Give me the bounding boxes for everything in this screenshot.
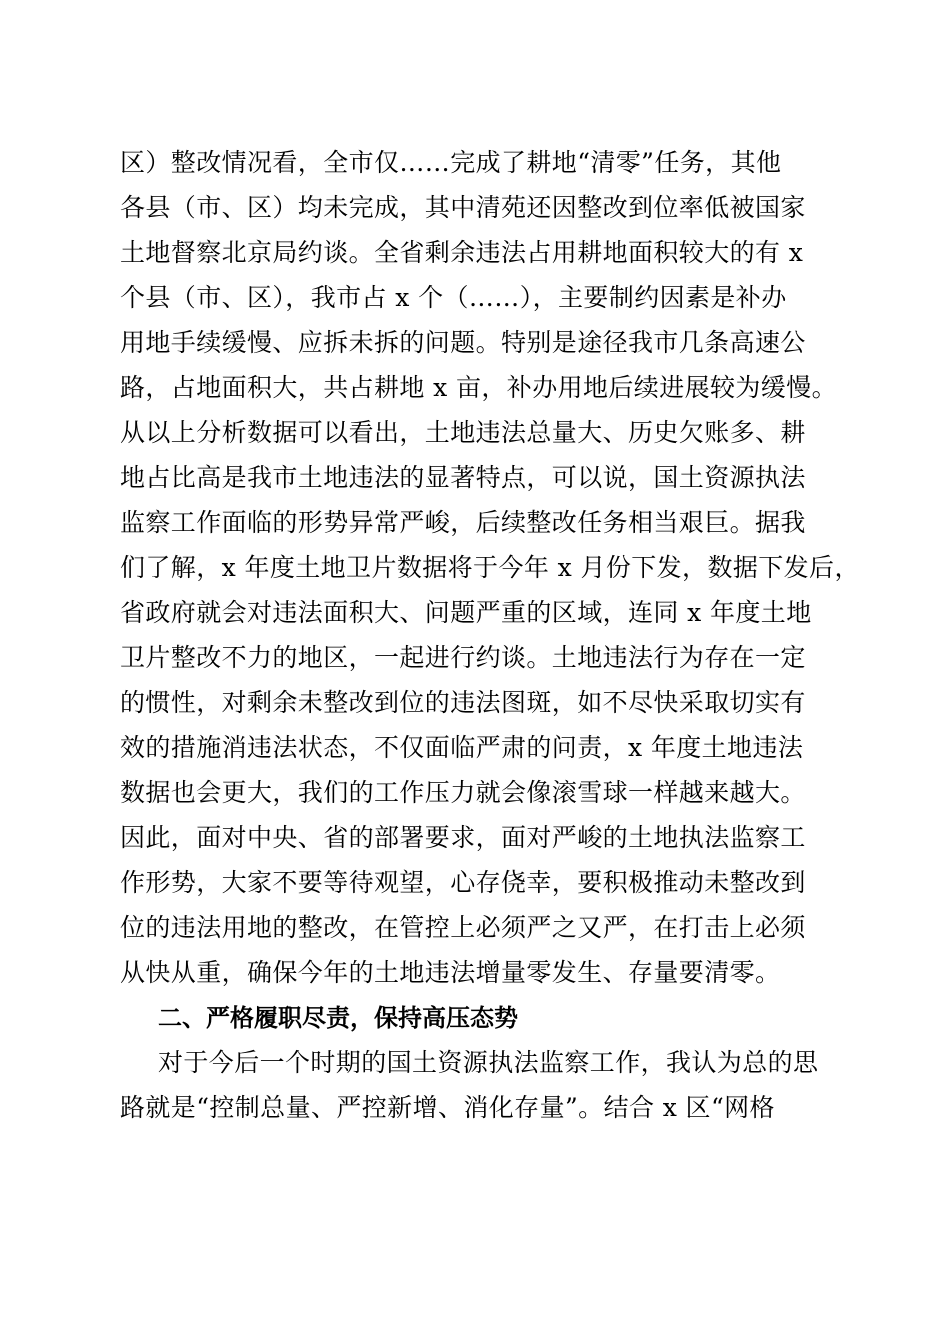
paragraph-line: 因此，面对中央、省的部署要求，面对严峻的土地执法监察工 — [120, 823, 806, 852]
paragraph-line: 从以上分析数据可以看出，土地违法总量大、历史欠账多、耕 — [120, 418, 806, 447]
paragraph-line: 位的违法用地的整改，在管控上必须严之又严，在打击上必须 — [120, 913, 806, 942]
paragraph-line: 区）整改情况看，全市仅……完成了耕地“清零”任务，其他 — [120, 148, 782, 177]
paragraph-line: 监察工作面临的形势异常严峻，后续整改任务相当艰巨。据我 — [120, 508, 806, 537]
paragraph-line: 路，占地面积大，共占耕地 x 亩，补办用地后续进展较为缓慢。 — [120, 373, 837, 402]
paragraph-line: 卫片整改不力的地区，一起进行约谈。土地违法行为存在一定 — [120, 643, 806, 672]
paragraph-line: 用地手续缓慢、应拆未拆的问题。特别是途径我市几条高速公 — [120, 328, 806, 357]
paragraph-line: 的惯性，对剩余未整改到位的违法图斑，如不尽快采取切实有 — [120, 688, 806, 717]
paragraph-line: 路就是“控制总量、严控新增、消化存量”。结合 x 区“网格 — [120, 1093, 775, 1122]
paragraph-line: 效的措施消违法状态，不仅面临严肃的问责，x 年度土地违法 — [120, 733, 804, 762]
paragraph-line: 省政府就会对违法面积大、问题严重的区域，连同 x 年度土地 — [120, 598, 812, 627]
paragraph-line: 们了解，x 年度土地卫片数据将于今年 x 月份下发，数据下发后， — [120, 553, 860, 582]
paragraph-line: 地占比高是我市土地违法的显著特点，可以说，国土资源执法 — [120, 463, 806, 492]
paragraph-line: 各县（市、区）均未完成，其中清苑还因整改到位率低被国家 — [120, 193, 806, 222]
paragraph-line: 个县（市、区），我市占 x 个（……），主要制约因素是补办 — [120, 283, 787, 312]
paragraph-line: 对于今后一个时期的国土资源执法监察工作，我认为总的思 — [158, 1048, 819, 1077]
section-heading: 二、严格履职尽责，保持高压态势 — [158, 1004, 518, 1032]
paragraph-line: 数据也会更大，我们的工作压力就会像滚雪球一样越来越大。 — [120, 778, 806, 807]
paragraph-line: 作形势，大家不要等待观望，心存侥幸，要积极推动未整改到 — [120, 868, 806, 897]
paragraph-line: 土地督察北京局约谈。全省剩余违法占用耕地面积较大的有 x — [120, 238, 804, 267]
paragraph-line: 从快从重，确保今年的土地违法增量零发生、存量要清零。 — [120, 958, 781, 987]
